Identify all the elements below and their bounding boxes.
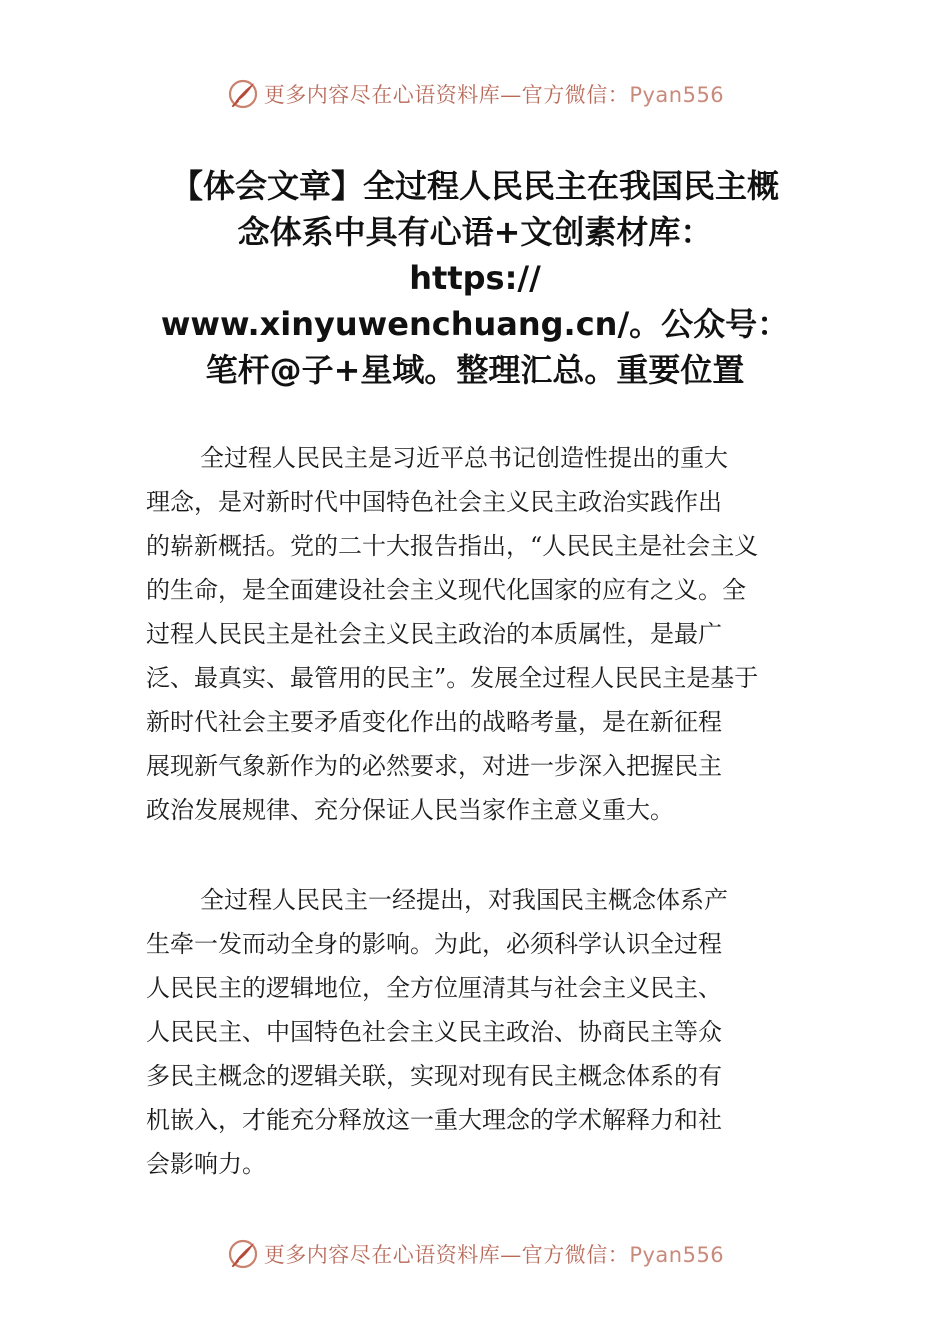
- banner-text: [264, 79, 724, 109]
- wechat-id: Pyan556: [629, 83, 725, 107]
- paragraph-line: 会影响力。: [146, 1150, 266, 1178]
- paragraph-line: 人民民主的逻辑地位，全方位厘清其与社会主义民主、: [146, 974, 722, 1002]
- paragraph-line: 人民民主、中国特色社会主义民主政治、协商民主等众: [146, 1018, 722, 1046]
- title-line: 【体会文章】全过程人民民主在我国民主概: [170, 167, 779, 205]
- title-line: 念体系中具有心语+文创素材库：: [237, 213, 713, 251]
- title-line: https://: [409, 259, 541, 297]
- banner-label: 更多内容尽在心语资料库—官方微信：: [263, 83, 630, 107]
- paragraph-line: 机嵌入，才能充分释放这一重大理念的学术解释力和社: [146, 1106, 722, 1134]
- feather-quill-logo-icon: [226, 77, 260, 111]
- paragraph-line: 过程人民民主是社会主义民主政治的本质属性，是最广: [146, 620, 722, 648]
- paragraph-line: 生牵一发而动全身的影响。为此，必须科学认识全过程: [146, 930, 722, 958]
- paragraph-line: 展现新气象新作为的必然要求，对进一步深入把握民主: [146, 752, 722, 780]
- title-line: 笔杆@子+星域。整理汇总。重要位置: [205, 351, 745, 389]
- banner-label: 更多内容尽在心语资料库—官方微信：: [263, 1243, 630, 1267]
- paragraph-line: 理念，是对新时代中国特色社会主义民主政治实践作出: [146, 488, 722, 516]
- title-line: www.xinyuwenchuang.cn/。公众号：: [160, 305, 790, 343]
- paragraph-line: 的生命，是全面建设社会主义现代化国家的应有之义。全: [146, 576, 746, 604]
- wechat-id: Pyan556: [629, 1243, 725, 1267]
- paragraph-1: [146, 436, 818, 832]
- paragraph-line: 政治发展规律、充分保证人民当家作主意义重大。: [146, 796, 674, 824]
- paragraph-line: 多民主概念的逻辑关联，实现对现有民主概念体系的有: [146, 1062, 722, 1090]
- header-banner: [0, 72, 950, 116]
- paragraph-line: 的崭新概括。党的二十大报告指出，“人民民主是社会主义: [146, 532, 759, 560]
- paragraph-line: 全过程人民民主一经提出，对我国民主概念体系产: [200, 886, 728, 914]
- feather-quill-logo-icon: [226, 1237, 260, 1271]
- document-title: [120, 163, 830, 393]
- paragraph-line: 新时代社会主要矛盾变化作出的战略考量，是在新征程: [146, 708, 722, 736]
- paragraph-line: 泛、最真实、最管用的民主”。发展全过程人民民主是基于: [146, 664, 759, 692]
- paragraph-line: 全过程人民民主是习近平总书记创造性提出的重大: [200, 444, 728, 472]
- paragraph-2: [146, 878, 818, 1186]
- banner-text: [264, 1239, 724, 1269]
- footer-banner: [0, 1232, 950, 1276]
